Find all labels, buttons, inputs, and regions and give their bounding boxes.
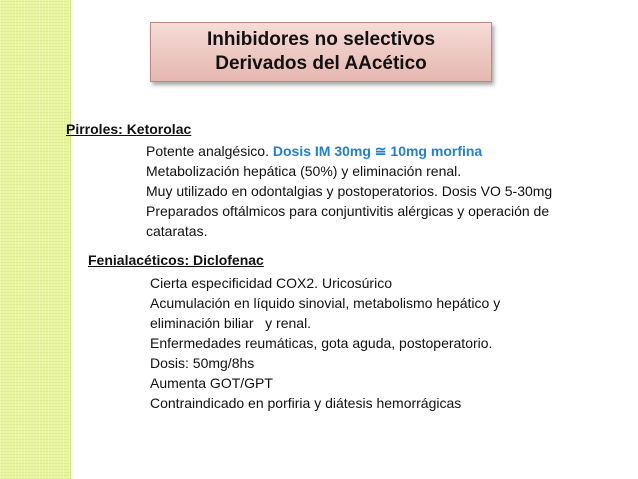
fenialaceticos-line-2: Acumulación en líquido sinovial, metabolismo hepático y [150, 295, 501, 311]
pirroles-line-4: Preparados oftálmicos para conjuntivitis alérgicas y operación de [146, 203, 550, 219]
fenialaceticos-line-7: Contraindicado en porfiria y diátesis hemorrágicas [150, 395, 462, 411]
fenialaceticos-line-3: eliminación biliar y renal. [150, 315, 312, 331]
title-line-1: Inhibidores no selectivos [206, 29, 436, 50]
pirroles-line-3: Muy utilizado en odontalgias y postoperatorios. Dosis VO 5-30mg [146, 183, 553, 199]
fenialaceticos-line-4: Enfermedades reumáticas, gota aguda, postoperatorio. [150, 335, 493, 351]
pirroles-line-5: cataratas. [146, 223, 208, 239]
pirroles-heading: Pirroles: Ketorolac [66, 121, 192, 137]
pirroles-line-1 [146, 142, 482, 160]
dose-highlight: Dosis IM 30mg ≅ 10mg morfina [272, 143, 483, 159]
fenialaceticos-line-1: Cierta especificidad COX2. Uricosúrico [150, 275, 392, 291]
decorative-side-stripe [0, 0, 71, 479]
fenialaceticos-line-5: Dosis: 50mg/8hs [150, 355, 255, 371]
fenialaceticos-line-6: Aumenta GOT/GPT [150, 375, 273, 391]
pirroles-line-1-text: Potente analgésico. [146, 143, 273, 159]
title-line-2: Derivados del AAcético [215, 53, 427, 74]
fenialaceticos-heading: Fenialacéticos: Diclofenac [88, 252, 264, 268]
slide-title-box [150, 22, 492, 82]
pirroles-line-2: Metabolización hepática (50%) y eliminación renal. [146, 163, 462, 179]
